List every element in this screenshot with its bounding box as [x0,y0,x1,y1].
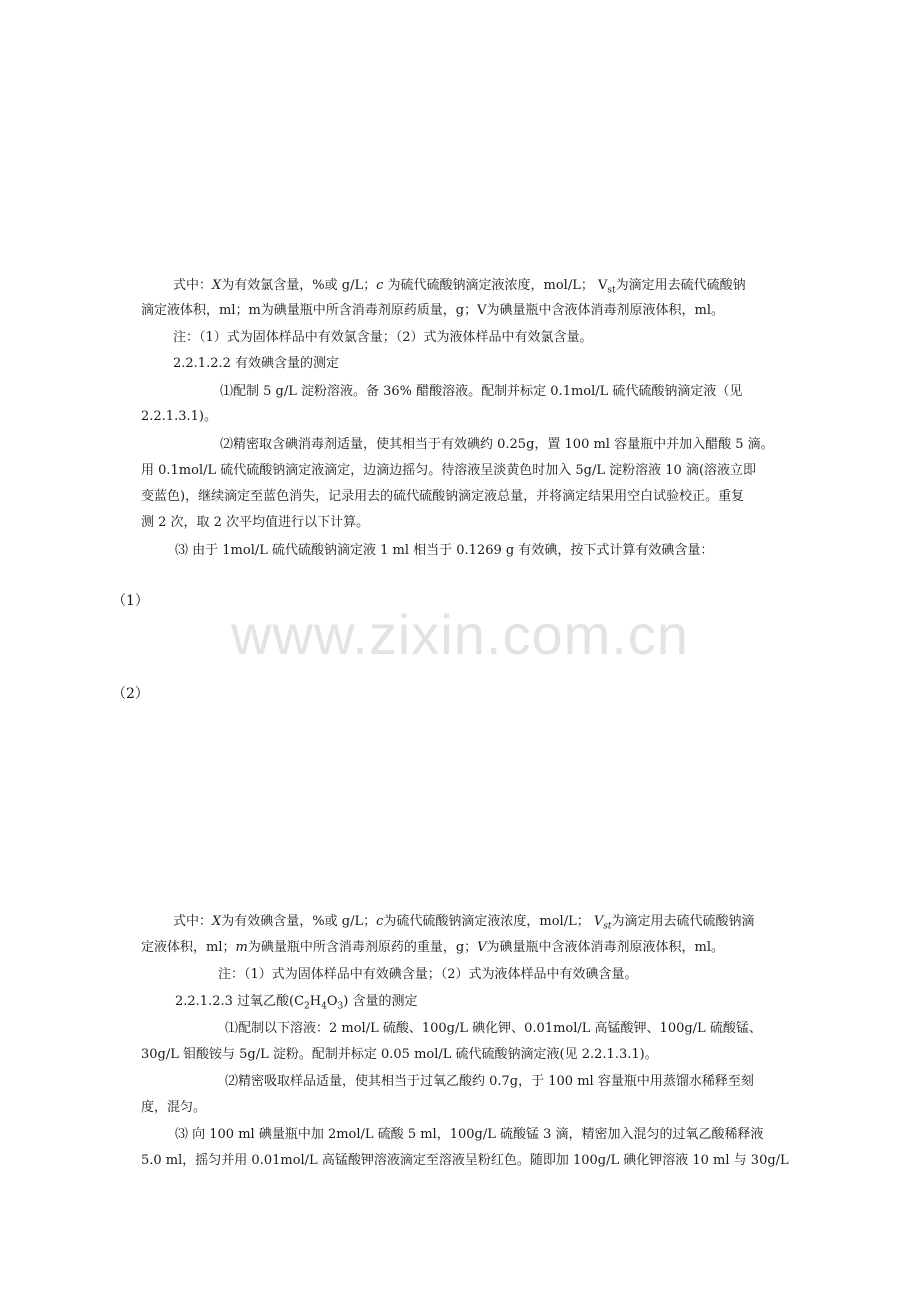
text: 为滴定用去硫代硫酸钠滴 [611,914,755,929]
peracetic-step1-line2: 30g/L 钼酸铵与 5g/L 淀粉。配制并标定 0.05 mol/L 硫代硫酸钠滴定液(见 2.2.1.3.1)。 [141,1047,658,1062]
text: 为硫代硫酸钠滴定液浓度，mol/L； [383,914,590,929]
var-c: c [376,278,384,293]
chlorine-formula-legend-line2: 滴定液体积，ml；m为碘量瓶中所含消毒剂原药质量，g；V为碘量瓶中含液体消毒剂原液体积，ml。 [141,303,725,318]
iodine-note: 注：（1）式为固体样品中有效碘含量；（2）式为液体样品中有效碘含量。 [218,967,638,982]
var-v: V [593,914,604,929]
iodine-step2-line2: 用 0.1mol/L 硫代硫酸钠滴定液滴定，边滴边摇匀。待溶液呈淡黄色时加入 5g/L 淀粉溶液 10 滴(溶液立即 [141,463,757,478]
iodine-section-heading: 2.2.1.2.2 有效碘含量的测定 [173,356,340,371]
iodine-formula-legend-line2 [141,939,724,957]
text: 式中： [173,914,213,929]
text: 为硫代硫酸钠滴定液浓度，mol/L； V [383,278,608,293]
var-m: m [235,940,248,955]
text: H [309,994,322,1009]
peracetic-step2-line1: ⑵精密吸取样品适量，使其相当于过氧乙酸约 0.7g，于 100 ml 容量瓶中用蒸馏水稀释至刻 [225,1074,754,1089]
var-v: V [477,940,487,955]
peracetic-step3-line1: ⑶ 向 100 ml 碘量瓶中加 2mol/L 硫酸 5 ml，100g/L 硫酸锰 3 滴，精密加入混匀的过氧乙酸稀释液 [175,1127,764,1142]
subscript: st [607,285,616,296]
text: 式中： [173,278,213,293]
peracetic-section-heading [175,993,417,1016]
peracetic-step1-line1: ⑴配制以下溶液：2 mol/L 硫酸、100g/L 碘化钾、0.01mol/L 高锰酸钾、100g/L 硫酸锰、 [225,1021,762,1036]
peracetic-step2-line2: 度，混匀。 [141,1100,207,1115]
iodine-step1-line2: 2.2.1.3.1)。 [141,409,217,424]
iodine-step2-line1: ⑵精密取含碘消毒剂适量，使其相当于有效碘约 0.25g，置 100 ml 容量瓶中并加入醋酸 5 滴。 [220,437,774,452]
text: 2.2.1.2.3 过氧乙酸(C [175,994,305,1009]
peracetic-step3-line2: 5.0 ml，摇匀并用 0.01mol/L 高锰酸钾溶液滴定至溶液呈粉红色。随即加 100g/L 碘化钾溶液 10 ml 与 30g/L [141,1153,789,1168]
chlorine-note: 注：（1）式为固体样品中有效氯含量；（2）式为液体样品中有效氯含量。 [173,330,593,345]
iodine-step3: ⑶ 由于 1mol/L 硫代硫酸钠滴定液 1 ml 相当于 0.1269 g 有效碘，按下式计算有效碘含量： [175,543,714,558]
var-x: X [212,278,222,293]
text: 为滴定用去硫代硫酸钠 [615,278,746,293]
watermark: www.zixin.com.cn [231,603,689,666]
chlorine-formula-legend-line1 [173,277,746,300]
text: 为碘量瓶中含液体消毒剂原液体积，ml。 [486,940,725,955]
iodine-step1-line1: ⑴配制 5 g/L 淀粉溶液。备 36% 醋酸溶液。配制并标定 0.1mol/L 硫代硫酸钠滴定液（见 [220,384,743,399]
equation-label-2: （2） [112,686,149,702]
text: O [326,994,338,1009]
text: 为碘量瓶中所含消毒剂原药的重量，g； [247,940,478,955]
iodine-formula-legend-line1 [173,913,755,936]
subscript: 3 [337,1001,344,1012]
text: ) 含量的测定 [343,994,418,1009]
subscript: 2 [304,1001,310,1012]
equation-label-1: （1） [112,593,149,609]
text: 定液体积，ml； [141,940,236,955]
subscript: st [603,921,612,932]
var-x: X [212,914,222,929]
iodine-step2-line3: 变蓝色)，继续滴定至蓝色消失，记录用去的硫代硫酸钠滴定液总量，并将滴定结果用空白试验校正。重复 [141,489,745,504]
iodine-step2-line4: 测 2 次，取 2 次平均值进行以下计算。 [141,515,370,530]
var-c: c [376,914,384,929]
text: 为有效氯含量，%或 g/L； [221,278,377,293]
subscript: 4 [321,1001,327,1012]
text: 为有效碘含量，%或 g/L； [221,914,377,929]
